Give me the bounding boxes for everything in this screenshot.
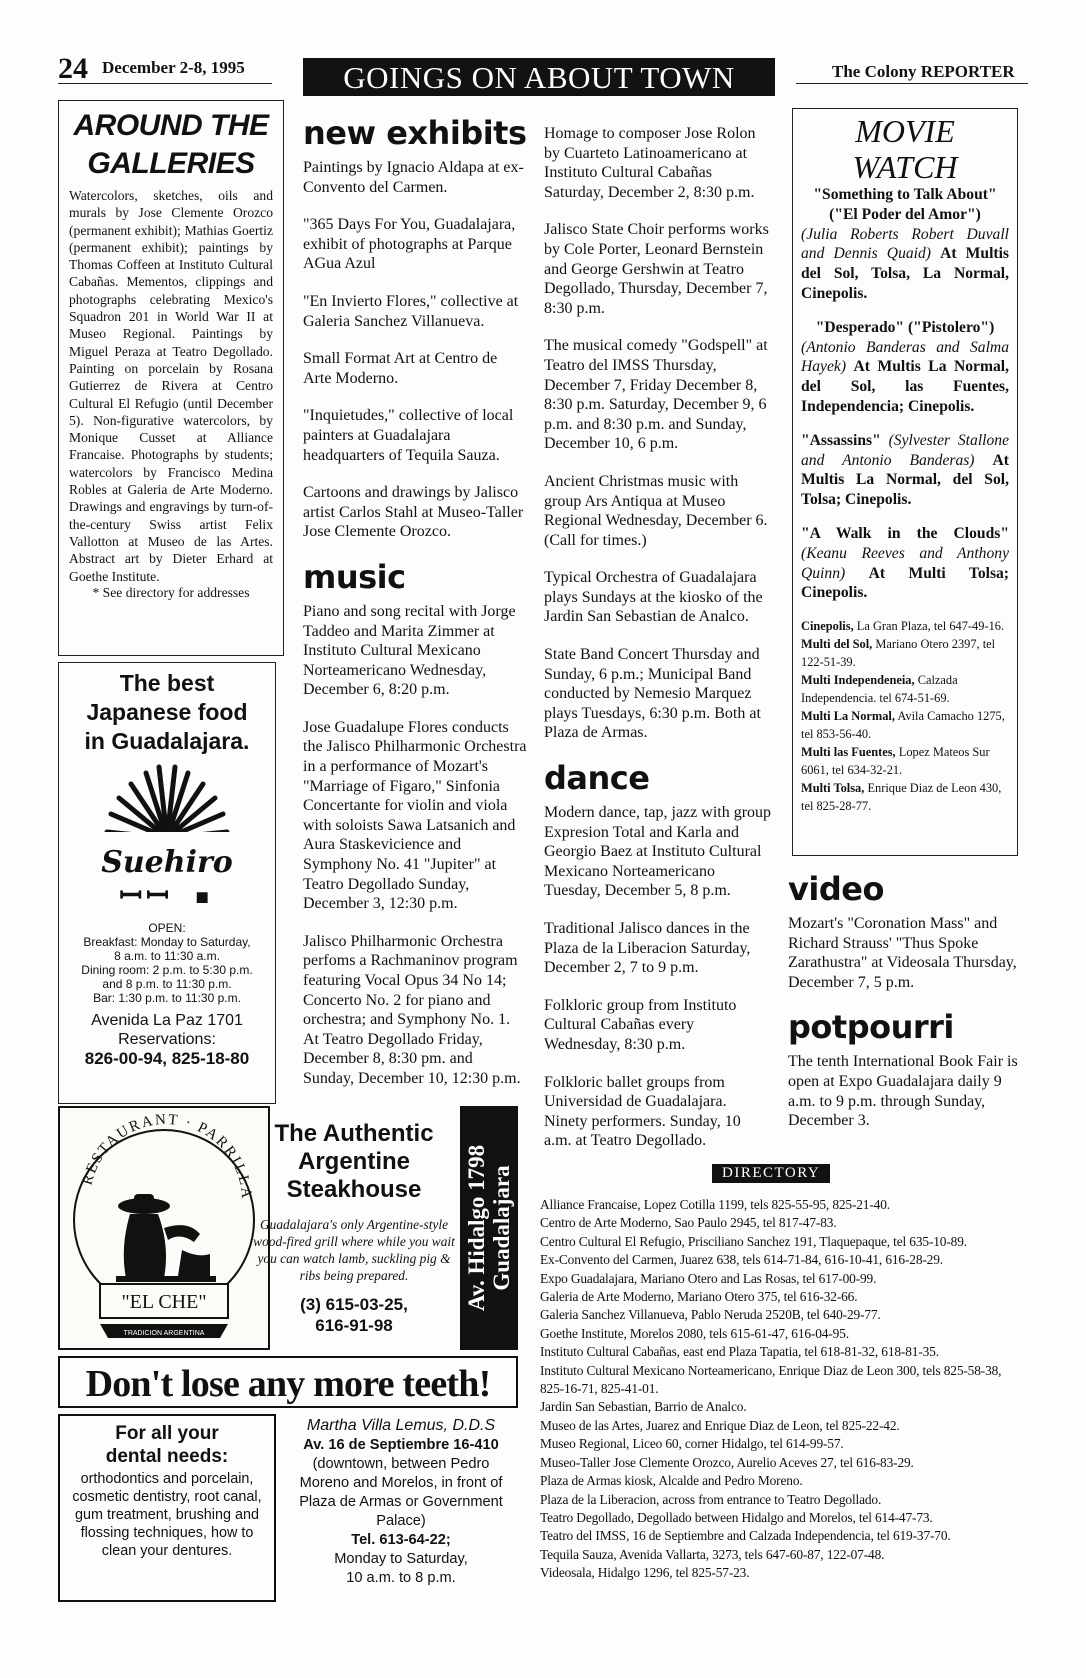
- theater-entry: [801, 707, 1009, 743]
- directory-entry: Goethe Institute, Morelos 2080, tels 615-61-47, 616-04-95.: [540, 1325, 849, 1341]
- theater-info: Calzada Independencia. tel 674-51-69.: [801, 673, 958, 706]
- directory-entry: Galeria Sanchez Villanueva, Pablo Neruda 2520B, tel 640-29-77.: [540, 1307, 881, 1323]
- directory-entry: Expo Guadalajara, Mariano Otero and Las Rosas, tel 617-00-99.: [540, 1270, 877, 1286]
- dentist-hours-2: 10 a.m. to 8 p.m.: [346, 1570, 456, 1586]
- steakhouse-tagline: Guadalajara's only Argentine-style wood-fired grill where while you wait you can watch lamb, suckling pig & ribs being prepared.: [253, 1217, 455, 1283]
- sushi-logo: [59, 762, 275, 913]
- dental-services-heading-2: dental needs:: [105, 1446, 229, 1467]
- sushi-headline-1: The best: [119, 670, 215, 696]
- galleries-title: [69, 107, 273, 183]
- movie-cast: (Antonio Banderas and Salma Hayek): [801, 338, 1009, 376]
- steakhouse-ribbon: TRADICION ARGENTINA: [123, 1330, 205, 1337]
- exhibits-heading: new exhibits: [303, 114, 527, 152]
- dentist-name: Martha Villa Lemus, D.D.S: [306, 1417, 496, 1434]
- steakhouse-name-box: "EL CHE": [121, 1291, 207, 1313]
- directory-entry: Galeria de Arte Moderno, Mariano Otero 375, tel 616-32-66.: [540, 1289, 858, 1305]
- sushi-hours-5: Bar: 1:30 p.m. to 11:30 p.m.: [93, 991, 241, 1005]
- theater-info: Enrique Diaz de Leon 430, tel 825-28-77.: [801, 781, 1002, 814]
- video-heading: video: [788, 870, 884, 908]
- sushi-logo-glyphs: ꟷꟷ ▪: [119, 879, 215, 912]
- movie-cast: (Sylvester Stallone and Antonio Banderas): [801, 431, 1009, 469]
- sushi-headline-3: in Guadalajara.: [84, 728, 250, 754]
- potpourri-text: The tenth International Book Fair is open at Expo Guadalajara daily 9 a.m. to 9 p.m. through Sunday, December 3.: [788, 1053, 1018, 1130]
- directory-entry: Centro Cultural El Refugio, Prisciliano Sanchez 191, Tlaquepaque, tel 635-10-89.: [540, 1233, 967, 1249]
- dentist-directions: (downtown, between Pedro Moreno and Morelos, in front of Plaza de Armas or Government Palace): [299, 1456, 503, 1529]
- sushi-hours-4: and 8 p.m. to 11:30 p.m.: [102, 977, 232, 991]
- dance-item: Folkloric ballet groups from Universidad de Guadalajara. Ninety performers. Sunday, 10 a.m. at Teatro Degollado.: [544, 1073, 741, 1150]
- directory-entry: Tequila Sauza, Avenida Vallarta, 3273, tels 647-60-87, 122-07-48.: [540, 1546, 885, 1562]
- sushi-hours-2: 8 a.m. to 11:30 a.m.: [114, 949, 220, 963]
- dental-headline: Don't lose any more teeth!: [85, 1363, 491, 1405]
- theater-name: Cinepolis,: [801, 619, 854, 634]
- directory-list: [540, 1196, 1018, 1583]
- movie-list: [801, 185, 1009, 603]
- directory-entry: Videosala, Hidalgo 1296, tel 825-57-23.: [540, 1565, 750, 1581]
- sushi-ad: [58, 662, 276, 1104]
- video-text: Mozart's "Coronation Mass" and Richard Strauss' "Thus Spoke Zarathustra" at Videosala Thursday, December 7, 5 p.m.: [788, 915, 1017, 991]
- directory-entry: Jardin San Sebastian, Barrio de Analco.: [540, 1399, 747, 1415]
- concert-item: Jalisco State Choir performs works by Cole Porter, Leonard Bernstein and George Gershwin at Teatro Degollado, Thursday, December 7, 8:30 p.m.: [544, 221, 769, 317]
- steakhouse-headline-1: The Authentic: [274, 1120, 434, 1147]
- movie-watch-box: [792, 108, 1018, 856]
- sunburst-icon: [97, 762, 237, 842]
- steakhouse-ad-copy: [246, 1120, 462, 1336]
- music-item: Jose Guadalupe Flores conducts the Jalisco Philharmonic Orchestra in a performance of Mozart's "Marriage of Figaro," Sinfonia Concertante for violin and viola with soloists Sawa Latsanich and Aura Staskevicience and Symphony No. 41 "Jupiter" at Teatro Degollado Sunday, December 3, 12:30 p.m.: [303, 718, 527, 913]
- movie-entry: [801, 318, 1009, 417]
- steakhouse-city: Guadalajara: [489, 1165, 514, 1291]
- svg-text:RESTAURANT · PARRILLA: [80, 1112, 255, 1201]
- movie-venues: At Multis del Sol, Tolsa, La Normal, Cinepolis.: [801, 245, 1009, 302]
- theater-entry: [801, 779, 1009, 815]
- column-concerts-dance: [544, 124, 772, 1169]
- page-number: 24: [58, 52, 88, 85]
- steakhouse-arc-text: RESTAURANT · PARRILLA: [79, 1111, 255, 1201]
- theater-list: [801, 617, 1009, 815]
- directory-entry: Centro de Arte Moderno, Sao Paulo 2945, tel 817-47-83.: [540, 1215, 837, 1231]
- sushi-headline: [59, 669, 275, 756]
- theater-name: Multi La Normal,: [801, 709, 895, 724]
- movie-venues: At Multis La Normal, del Sol, Tolsa; Cinepolis.: [801, 451, 1009, 509]
- sushi-headline-2: Japanese food: [86, 699, 248, 725]
- dental-services-list: orthodontics and porcelain, cosmetic dentistry, root canal, gum treatment, brushing and flossing techniques, how to clean your dentures.: [72, 1471, 262, 1559]
- sushi-address: Avenida La Paz 1701: [91, 1012, 243, 1029]
- galleries-box: [58, 100, 284, 656]
- steakhouse-headline-2: Argentine: [297, 1148, 410, 1175]
- music-item: Jalisco Philharmonic Orchestra perfoms a Rachmaninov program featuring Vocal Opus 34 No 14; Concerto No. 2 for piano and orchestra; and Symphony No. 1. At Teatro Degollado Friday, December 8, 8:30 pm. and Sunday, December 10, 12:30 p.m.: [303, 932, 521, 1087]
- directory-entry: Plaza de Armas kiosk, Alcalde and Pedro Moreno.: [540, 1473, 803, 1489]
- directory-entry: Museo de las Artes, Juarez and Enrique Diaz de Leon, tel 825-22-42.: [540, 1417, 900, 1433]
- concert-item: Typical Orchestra of Guadalajara plays Sundays at the kiosko of the Jardin San Sebastian de Analco.: [544, 569, 763, 626]
- exhibit-item: "365 Days For You, Guadalajara, exhibit of photographs at Parque AGua Azul: [303, 216, 516, 273]
- movie-entry: [801, 185, 1009, 304]
- column-video-potpourri: [788, 872, 1018, 1149]
- movie-cast: (Keanu Reeves and Anthony Quinn): [801, 544, 1009, 582]
- gaucho-emblem-icon: [60, 1108, 268, 1348]
- galleries-title-line1: AROUND THE: [73, 109, 269, 142]
- exhibit-item: Cartoons and drawings by Jalisco artist Carlos Stahl at Museo-Taller Jose Clemente Orozco.: [303, 484, 524, 541]
- directory-entry: Alliance Francaise, Lopez Cotilla 1199, tels 825-55-95, 825-21-40.: [540, 1197, 890, 1212]
- directory-entry: Museo Regional, Liceo 60, corner Hidalgo, tel 614-99-57.: [540, 1436, 844, 1452]
- galleries-title-line2: GALLERIES: [87, 147, 255, 180]
- paper-name: The Colony REPORTER: [832, 62, 1015, 81]
- issue-date: December 2-8, 1995: [102, 58, 245, 77]
- dance-heading: dance: [544, 759, 650, 798]
- potpourri-heading: potpourri: [788, 1008, 954, 1047]
- movie-title: "Desperado" ("Pistolero"): [815, 318, 995, 336]
- header-rule-right: [796, 83, 1028, 84]
- theater-entry: [801, 635, 1009, 671]
- directory-entry: Teatro del IMSS, 16 de Septiembre and Calzada Independencia, tel 619-37-70.: [540, 1528, 951, 1544]
- movie-entry: [801, 431, 1009, 510]
- theater-name: Multi del Sol,: [801, 637, 873, 652]
- column-exhibits-music: [303, 116, 527, 1107]
- sushi-open-label: OPEN:: [148, 921, 186, 935]
- sushi-phones: 826-00-94, 825-18-80: [84, 1049, 250, 1068]
- dance-item: Modern dance, tap, jazz with group Expresion Total and Karla and Georgio Baez at Instituto Cultural Mexicano Norteamericano Tuesday, December 5, 8 p.m.: [544, 804, 772, 900]
- movie-venues: At Multi Tolsa; Cinepolis.: [801, 564, 1010, 602]
- steakhouse-phone-1: (3) 615-03-25,: [300, 1295, 408, 1314]
- dance-item: Folkloric group from Instituto Cultural Cabañas every Wednesday, 8:30 p.m.: [544, 996, 737, 1053]
- sushi-logo-script: Suehiro: [101, 845, 233, 880]
- movie-title: "Something to Talk About" ("El Poder del Amor"): [813, 186, 997, 223]
- theater-entry: [801, 743, 1009, 779]
- steakhouse-headline-3: Steakhouse: [286, 1176, 422, 1203]
- exhibit-item: Paintings by Ignacio Aldapa at ex-Convento del Carmen.: [303, 159, 524, 196]
- steakhouse-logo-panel: [58, 1106, 270, 1350]
- section-banner: GOINGS ON ABOUT TOWN: [303, 58, 775, 96]
- movie-cast: (Julia Roberts Robert Duvall and Dennis Quaid): [801, 225, 1009, 263]
- movie-title: "A Walk in the Clouds": [801, 524, 1009, 542]
- dentist-address: Av. 16 de Septiembre 16-410: [303, 1437, 499, 1453]
- dental-headline-bar: [58, 1356, 518, 1408]
- directory-entry: Ex-Convento del Carmen, Juarez 638, tels 614-71-84, 616-10-41, 616-28-29.: [540, 1252, 943, 1268]
- dentist-info: [290, 1416, 512, 1588]
- concert-item: Homage to composer Jose Rolon by Cuarteto Latinoamericano at Instituto Cultural Cabañas Saturday, December 2, 8:30 p.m.: [544, 125, 756, 201]
- directory-entry: Plaza de la Liberacion, across from entrance to Teatro Degollado.: [540, 1491, 882, 1507]
- steakhouse-phone-2: 616-91-98: [315, 1316, 393, 1335]
- exhibit-item: "Inquietudes," collective of local painters at Guadalajara headquarters of Tequila Sauza.: [303, 407, 514, 464]
- concert-item: The musical comedy "Godspell" at Teatro del IMSS Thursday, December 7, Friday December 8, 8:30 p.m. Saturday, December 9, 6 p.m. and 8:30 p.m. and Sunday, December 10, 6 p.m.: [544, 337, 768, 453]
- exhibit-item: "En Invierto Flores," collective at Galeria Sanchez Villanueva.: [303, 292, 519, 330]
- dance-item: Traditional Jalisco dances in the Plaza de la Liberacion Saturday, December 2, 7 to 9 p.m.: [544, 920, 751, 977]
- theater-name: Multi las Fuentes,: [801, 745, 896, 760]
- theater-info: Avila Camacho 1275, tel 853-56-40.: [801, 709, 1005, 742]
- header-rule-left: [58, 83, 272, 84]
- galleries-note: * See directory for addresses: [92, 584, 250, 600]
- directory-entry: Teatro Degollado, Degollado between Hidalgo and Morelos, tel 614-47-73.: [540, 1509, 933, 1525]
- dentist-phone: Tel. 613-64-22;: [351, 1532, 451, 1548]
- theater-name: Multi Independeneia,: [801, 673, 915, 688]
- theater-entry: [801, 617, 1009, 635]
- music-item: Piano and song recital with Jorge Taddeo and Marita Zimmer at Instituto Cultural Mexicano Norteamericano Wednesday, December 6, 8:20 p.m.: [303, 602, 516, 699]
- movie-venues: At Multis La Normal, del Sol, las Fuentes, Independencia; Cinepolis.: [801, 358, 1009, 415]
- galleries-body: Watercolors, sketches, oils and murals by Jose Clemente Orozco (permanent exhibit); Mathias Goertiz (permanent exhibit); paintings by Thomas Coffeen at Instituto Cultural Cabañas. Mementos, clippings and photographs celebrating Mexico's Squadron 201 in World War II at Museo Regional. Paintings by Miguel Peraza at Teatro Degollado. Painting on porcelain by Rosana Gutierrez de Rivera at Centro Cultural El Refugio (until December 5). Non-figurative watercolors, by Monique Cusset at Alliance Francaise. Photographs by students; watercolors by Francisco Medina Robles at Galeria de Arte Moderno. Drawings and engravings by turn-of-the-century Swiss artist Felix Vallotton at Museo de las Artes. Abstract art by Dieter Erhard at Goethe Institute.: [69, 188, 273, 584]
- movie-watch-title: MOVIE WATCH: [852, 113, 958, 185]
- theater-info: La Gran Plaza, tel 647-49-16.: [856, 619, 1005, 634]
- concert-item: State Band Concert Thursday and Sunday, 6 p.m.; Municipal Band conducted by Nemesio Marquez plays Tuesdays, 6:30 p.m. Both at Plaza de Armas.: [544, 646, 761, 742]
- steakhouse-address-strip: [460, 1106, 518, 1350]
- theater-info: Mariano Otero 2397, tel 122-51-39.: [801, 637, 996, 670]
- theater-entry: [801, 671, 1009, 707]
- directory-label: DIRECTORY: [712, 1164, 830, 1183]
- steakhouse-address: Av. Hidalgo 1798: [464, 1144, 489, 1312]
- directory-entry: Instituto Cultural Cabañas, east end Plaza Tapatia, tel 618-81-32, 618-81-35.: [540, 1344, 939, 1360]
- music-heading: music: [303, 557, 406, 596]
- sushi-hours-3: Dining room: 2 p.m. to 5:30 p.m.: [81, 963, 253, 977]
- directory-entry: Museo-Taller Jose Clemente Orozco, Aurelio Aceves 27, tel 616-83-29.: [540, 1454, 914, 1470]
- exhibit-item: Small Format Art at Centro de Arte Moderno.: [303, 350, 498, 387]
- dental-services-box: [58, 1414, 276, 1602]
- theater-name: Multi Tolsa,: [801, 781, 865, 796]
- movie-entry: [801, 524, 1009, 603]
- sushi-hours-1: Breakfast: Monday to Saturday,: [83, 935, 251, 949]
- concert-item: Ancient Christmas music with group Ars Antiqua at Museo Regional Wednesday, December 6. (Call for times.): [544, 472, 768, 549]
- movie-title: "Assassins": [801, 431, 881, 449]
- dentist-hours-1: Monday to Saturday,: [334, 1551, 468, 1567]
- directory-entry: Instituto Cultural Mexicano Norteamericano, Enrique Diaz de Leon 300, tels 825-58-38, 825-16-71, 825-41-01.: [540, 1362, 1002, 1397]
- sushi-reservations: Reservations:: [118, 1031, 216, 1048]
- theater-info: Lopez Mateos Sur 6061, tel 634-32-21.: [801, 745, 990, 778]
- dental-services-heading-1: For all your: [115, 1423, 219, 1444]
